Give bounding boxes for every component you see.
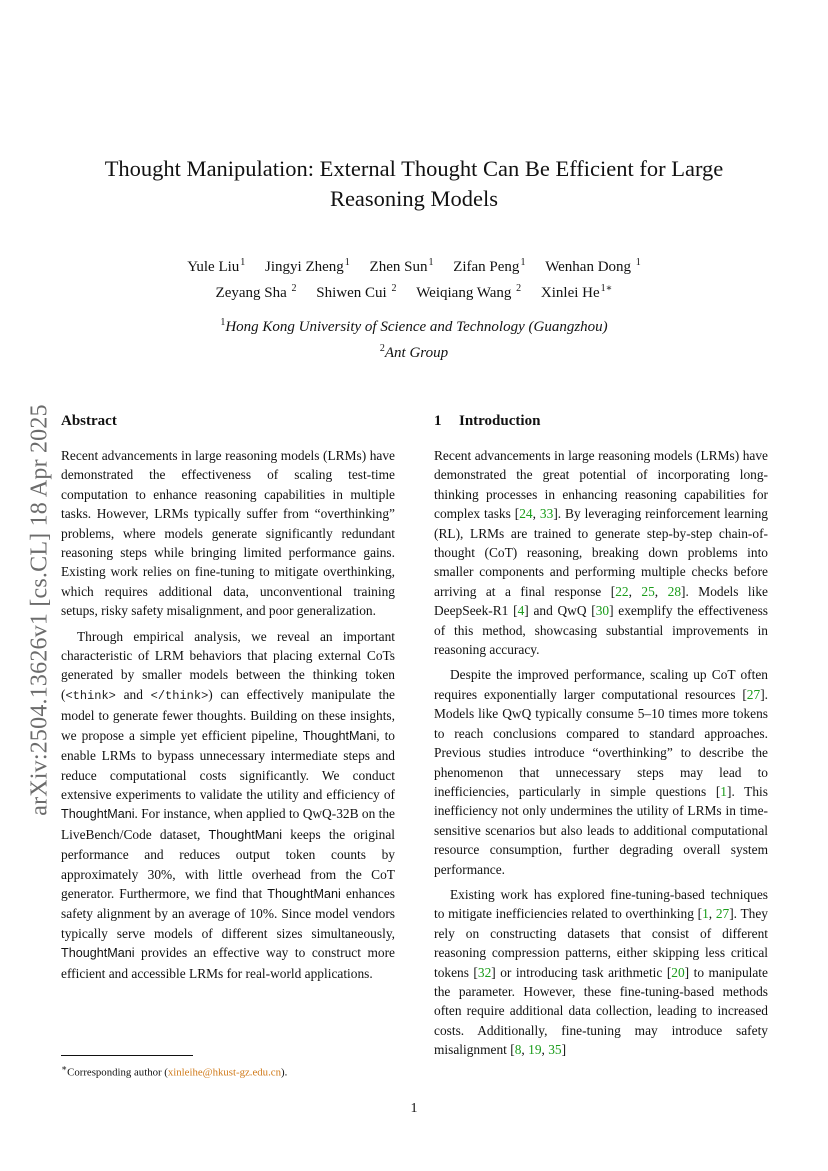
method-name: ThoughtMani bbox=[302, 728, 377, 743]
method-name: ThoughtMani bbox=[61, 807, 135, 822]
citation-link[interactable]: 35 bbox=[548, 1042, 562, 1058]
intro-paragraph-3: Existing work has explored fine-tuning-based techniques to mitigate inefficiencies related to overthinking [1, 27]. They rely on constructing datasets that consist of different reasoning compression patterns, either skipping less critical tokens [32] or introducing task arithmetic [20] to manipulate the parameter. However, these fine-tuning-based methods often require additional data collection, leading to increased costs. Additionally, fine-tuning may introduce safety misalignment [8, 19, 35] bbox=[434, 886, 768, 1058]
abstract-paragraph-1: Recent advancements in large reasoning models (LRMs) have demonstrated the effectiveness of scaling test-time computation to enhance reasoning capabilities in multiple tasks. However, LRMs typically suffer from “overthinking” problems, where models generate significantly redundant reasoning steps while bringing limited performance gains. Existing work relies on fine-tuning to mitigate overthinking, which requires additional data, unconventional training setups, risky safety misalignment, and poor generalization. bbox=[61, 448, 395, 619]
abstract-column bbox=[61, 410, 395, 989]
author: Xinlei $He^{1∗}$ bbox=[540, 283, 613, 301]
method-name: ThoughtMani bbox=[208, 827, 283, 842]
footnote-rule bbox=[61, 1055, 193, 1056]
think-token-open: <think> bbox=[65, 688, 116, 703]
citation-link[interactable]: 27 bbox=[746, 686, 761, 702]
section-number: 1 bbox=[434, 413, 442, 429]
page-number: 1 bbox=[410, 1101, 418, 1116]
method-name: ThoughtMani bbox=[61, 946, 135, 961]
email-link[interactable]: xinleihe@hkust-gz.edu.cn bbox=[167, 1066, 281, 1079]
citation-link[interactable]: 24 bbox=[519, 506, 533, 522]
citation-link[interactable]: 33 bbox=[539, 506, 554, 522]
paper-title: Thought Manipulation: External Thought Can Be Efficient for Large Reasoning Models bbox=[104, 156, 724, 211]
citation-link[interactable]: 27 bbox=[715, 906, 730, 922]
citation-link[interactable]: 1 bbox=[720, 783, 727, 799]
citation-link[interactable]: 32 bbox=[477, 964, 492, 980]
section-heading bbox=[434, 410, 768, 432]
affiliations bbox=[60, 312, 768, 364]
author-line-1 bbox=[60, 252, 768, 278]
intro-paragraph-2: Despite the improved performance, scaling up CoT often requires exponentially larger computational resources [27]. Models like QwQ typically consume 5–10 times more tokens to reach conclusions compared to standard approaches. Previous studies introduce “overthinking” to describe the phenomenon that unnecessary steps may lead to inefficiencies, particularly in simple questions [1]. This inefficiency not only undermines the utility of LRMs in time-sensitive scenarios but also leads to additional computational resource consumption, further degrading overall system performance. bbox=[434, 667, 768, 877]
affiliation: $^2$Ant Group bbox=[379, 343, 449, 361]
section-title: Introduction bbox=[459, 413, 541, 429]
citation-link[interactable]: 22 bbox=[615, 583, 629, 599]
abstract-paragraph-2: Through empirical analysis, we reveal an important characteristic of LRM behaviors that placing external CoTs generated by smaller models between the thinking token (<think> and </think>) can effectively manipulate the model to generate fewer thoughts. Building on these insights, we propose a simple yet efficient pipeline, ThoughtMani, to enable LRMs to bypass unnecessary intermediate steps and reduce computational costs significantly. We conduct extensive experiments to validate the utility and efficiency of ThoughtMani. For instance, when applied to QwQ-32B on the LiveBench/Code dataset, ThoughtMani keeps the original performance and reduces output token counts by approximately 30%, with little overhead from the CoT generator. Furthermore, we find that ThoughtMani enhances safety alignment by an average of 10%. Since model vendors typically serve models of different sizes simultaneously, ThoughtMani provides an effective way to construct more efficient and accessible LRMs for real-world applications. bbox=[61, 628, 395, 981]
citation-link[interactable]: 30 bbox=[595, 603, 610, 619]
citation-link[interactable]: 28 bbox=[667, 583, 682, 599]
citation-link[interactable]: 1 bbox=[702, 906, 709, 922]
author: Zifan Peng$^1$ bbox=[453, 257, 526, 275]
citation-link[interactable]: 4 bbox=[517, 603, 525, 619]
citation-link[interactable]: 20 bbox=[671, 964, 685, 980]
author-line-2 bbox=[60, 278, 768, 304]
author: Zhen Sun$^1$ bbox=[369, 257, 434, 275]
citation-link[interactable]: 25 bbox=[641, 583, 655, 599]
author: Shiwen Cui $^2$ bbox=[316, 283, 397, 301]
introduction-column bbox=[434, 410, 768, 1066]
affiliation: $^1$Hong Kong University of Science and Technology (Guangzhou) bbox=[220, 317, 608, 335]
citation-link[interactable]: 8 bbox=[514, 1042, 522, 1058]
arxiv-stamp bbox=[20, 360, 60, 860]
think-token-close: </think> bbox=[150, 688, 209, 703]
author-list bbox=[60, 252, 768, 304]
method-name: ThoughtMani bbox=[267, 886, 341, 901]
author: Wenhan Dong $^1$ bbox=[545, 257, 641, 275]
intro-paragraph-1: Recent advancements in large reasoning models (LRMs) have demonstrated the great potential of incorporating long-thinking processes in enhancing reasoning capabilities for complex tasks [24, 33]. By leveraging reinforcement learning (RL), LRMs are trained to generate step-by-step chain-of-thought (CoT) reasoning, breaking down problems into smaller components and performing multiple checks before arriving at a final response [22, 25, 28]. Models like DeepSeek-R1 [4] and QwQ [30] exemplify the effectiveness of this method, showcasing substantial improvements in reasoning accuracy. bbox=[434, 448, 769, 658]
arxiv-stamp-text: arXiv:2504.13626v1 [cs.CL] 18 Apr 2025 bbox=[26, 404, 53, 816]
abstract-heading: Abstract bbox=[61, 413, 117, 429]
footnote: ∗Corresponding author (xinleihe@hkust-gz.edu.cn). bbox=[61, 1063, 288, 1079]
author: Jingyi Zheng$^1$ bbox=[265, 257, 350, 275]
citation-link[interactable]: 19 bbox=[528, 1042, 542, 1058]
author: Yule Liu$^1$ bbox=[187, 257, 246, 275]
author: Weiqiang Wang $^2$ bbox=[416, 283, 522, 301]
author: Zeyang Sha $^2$ bbox=[215, 283, 297, 301]
